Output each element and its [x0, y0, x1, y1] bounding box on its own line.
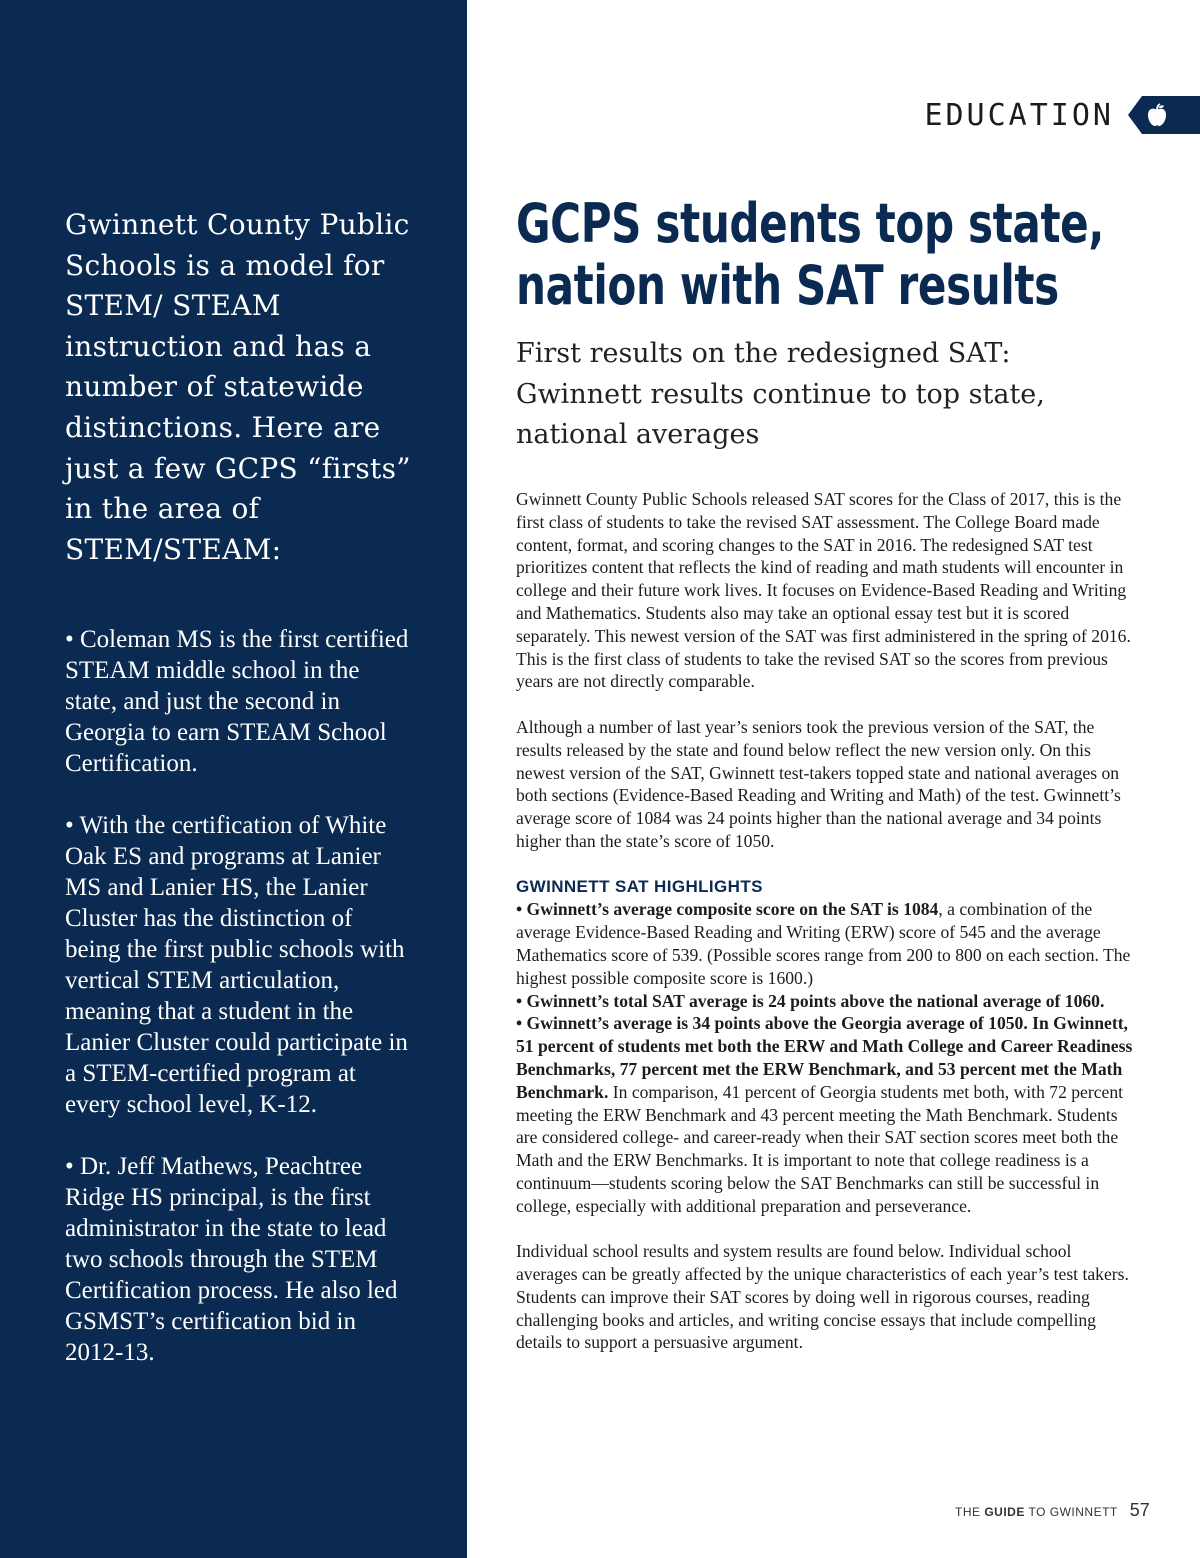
section-label: EDUCATION: [924, 97, 1114, 133]
page-footer: [955, 1500, 1150, 1521]
section-badge: [1128, 96, 1200, 134]
highlight-georgia-bold: • Gwinnett’s average is 34 points above the Georgia average of 1050. In Gwinnett, 51 percent of students met both the ERW and Math College and Career Readiness Benchmarks, 77 percent met the ERW Benchmark, and 53 percent met the Math Benchmark.: [516, 1013, 1133, 1102]
highlight-composite-text: , a combination of the average Evidence-Based Reading and Writing (ERW) score of 545 and the average Mathematics score of 539. (Possible scores range from 200 to 800 on each section. The highest possible composite score is 1600.): [516, 899, 1131, 988]
paragraph-intro: Gwinnett County Public Schools released SAT scores for the Class of 2017, this is the first class of students to take the revised SAT assessment. The College Board made content, format, and scoring changes to the SAT in 2016. The redesigned SAT test prioritizes content that reflects the kind of reading and math students will encounter in college and their future work lives. It focuses on Evidence-Based Reading and Writing and Mathematics. Students also may take an optional essay test but it is scored separately. This newest version of the SAT was first administered in the spring of 2016. This is the first class of students to take the revised SAT so the scores from previous years are not directly comparable.: [516, 489, 1131, 692]
highlight-georgia-text: In comparison, 41 percent of Georgia students met both, with 72 percent meeting the ERW Benchmark and 43 percent meeting the Math Benchmark. Students are considered college- and career-ready when their SAT section scores meet both the Math and the ERW Benchmarks. It is important to note that college readiness is a continuum—students scoring below the SAT Benchmarks can still be successful in college, especially with additional preparation and perseverance.: [516, 1081, 1124, 1216]
sidebar-intro: Gwinnett County Public Schools is a model for STEM/ STEAM instruction and has a number of statewide distinctions. Here are just a few GCPS “firsts” in the area of STEM/STEAM:: [65, 208, 411, 566]
apple-icon: [1146, 103, 1168, 127]
highlight-composite: [516, 898, 1136, 989]
paragraph-school-results: Individual school results and system results are found below. Individual school averages can be greatly affected by the unique characteristics of each year’s test takers. Students can improve their SAT scores by doing well in rigorous courses, reading challenging books and articles, and writing concise essays that include compelling details to support a persuasive argument.: [516, 1241, 1129, 1353]
footer-brand: [955, 1505, 1118, 1519]
highlights-heading: GWINNETT SAT HIGHLIGHTS: [516, 876, 763, 896]
page-number: 57: [1129, 1500, 1150, 1520]
sidebar-item-coleman: • Coleman MS is the first certified STEAM middle school in the state, and just the second in Georgia to earn STEAM School Certification.: [65, 626, 409, 777]
sidebar-list: [65, 624, 410, 1399]
highlight-national: [516, 990, 1136, 1013]
highlights: [516, 876, 1136, 1218]
article-body: [516, 488, 1136, 1377]
headline-line-2: nation with SAT results: [516, 254, 1059, 317]
section-tag: [924, 96, 1200, 134]
headline-line-1: GCPS students top state,: [516, 192, 1104, 255]
highlight-georgia: [516, 1012, 1136, 1217]
sidebar-item-lanier: • With the certification of White Oak ES and programs at Lanier MS and Lanier HS, the Lanier Cluster has the distinction of being the first public schools with vertical STEM articulation, meaning that a student in the Lanier Cluster could participate in a STEM-certified program at every school level, K-12.: [65, 812, 408, 1118]
highlight-national-bold: • Gwinnett’s total SAT average is 24 points above the national average of 1060.: [516, 990, 1105, 1011]
footer-brand-rest: TO GWINNETT: [1024, 1505, 1118, 1519]
highlight-composite-bold: • Gwinnett’s average composite score on the SAT is 1084: [516, 899, 939, 920]
headline: [516, 193, 1156, 317]
sidebar: [0, 0, 467, 1558]
subhead: First results on the redesigned SAT: Gwinnett results continue to top state, national averages: [516, 338, 1045, 450]
footer-brand-guide: GUIDE: [984, 1505, 1025, 1519]
paragraph-results: Although a number of last year’s seniors took the previous version of the SAT, the results released by the state and found below reflect the new version only. On this newest version of the SAT, Gwinnett test-takers topped state and national averages on both sections (Evidence-Based Reading and Writing and Math) of the test. Gwinnett’s average score of 1084 was 24 points higher than the national average and 34 points higher than the state’s score of 1050.: [516, 716, 1121, 851]
sidebar-item-mathews: • Dr. Jeff Mathews, Peachtree Ridge HS principal, is the first administrator in the state to lead two schools through the STEM Certification process. He also led GSMST’s certification bid in 2012-13.: [65, 1153, 398, 1366]
footer-brand-the: THE: [955, 1505, 985, 1519]
